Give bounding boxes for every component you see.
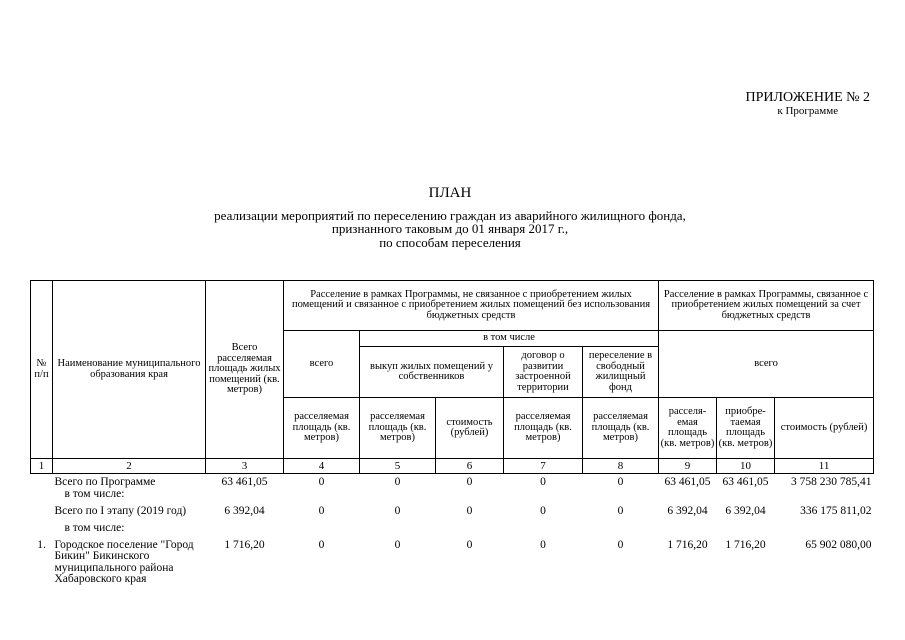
cell-c9: 1 716,20: [667, 538, 708, 551]
cell-name: в том числе:: [64, 521, 125, 534]
header-col4-area: расселяемая площадь (кв. метров): [284, 398, 360, 459]
cell-c5: 0: [394, 476, 401, 488]
header-group-no-budget: Расселение в рамках Программы, не связанное с приобретением жилых помещений и связанное с приобретением жилых помещений без использования бюджетных средств: [284, 281, 659, 331]
col-number: 6: [436, 459, 504, 474]
table-row-including: [31, 489, 874, 506]
header-free-fund: переселение в свободный жилищный фонд: [583, 347, 659, 398]
cell-num: [31, 506, 53, 523]
plan-title: ПЛАН: [428, 185, 472, 201]
cell-c8: 0: [617, 476, 624, 488]
header-col11-cost: стоимость (рублей): [775, 398, 874, 459]
appendix-title: ПРИЛОЖЕНИЕ № 2: [745, 90, 870, 105]
cell-c8: 0: [617, 504, 624, 517]
cell-c8: 0: [617, 538, 624, 551]
cell-c5: 0: [394, 538, 401, 551]
cell-c6: 0: [466, 504, 473, 517]
cell-c11: 336 175 811,02: [800, 504, 872, 517]
cell-c7: 0: [540, 538, 546, 551]
cell-c7: 0: [540, 504, 546, 517]
cell-c6: 0: [466, 476, 473, 488]
plan-subtitle-line-1: реализации мероприятий по переселению граждан из аварийного жилищного фонда,: [214, 207, 686, 223]
col-number: 1: [31, 459, 53, 474]
cell-c10: 63 461,05: [722, 476, 769, 488]
header-name: Наименование муниципального образования края: [53, 281, 206, 459]
header-col10-area: приобре-таемая площадь (кв. метров): [717, 398, 775, 459]
appendix-subtitle: к Программе: [777, 104, 839, 117]
cell-c11: 65 902 080,00: [805, 538, 872, 551]
col-number: 9: [659, 459, 717, 474]
cell-c4: 0: [318, 504, 325, 517]
col-number: 11: [775, 459, 874, 474]
table-row-including: [31, 523, 874, 540]
header-total: всего: [284, 331, 360, 398]
cell-total-area: 1 716,20: [224, 538, 265, 551]
header-total-area: Всего расселяемая площадь жилых помещений (кв. метров): [206, 281, 284, 459]
cell-name: Городское поселение "Город Бикин" Бикинского муниципального района Хабаровского края: [54, 538, 194, 585]
header-col9-area: расселя-емая площадь (кв. метров): [659, 398, 717, 459]
cell-num: 1.: [37, 538, 46, 551]
cell-c4: 0: [318, 476, 325, 488]
header-including: в том числе: [360, 331, 659, 347]
table-header: [31, 281, 874, 474]
cell-c5: 0: [394, 504, 401, 517]
col-number: 7: [504, 459, 583, 474]
resettlement-plan-table: [30, 280, 874, 586]
cell-empty: [206, 489, 874, 506]
cell-total-area: 6 392,04: [224, 504, 265, 517]
header-col5-area: расселяемая площадь (кв. метров): [360, 398, 436, 459]
col-number: 5: [360, 459, 436, 474]
header-buyout: выкуп жилых помещений у собственников: [360, 347, 504, 398]
cell-c6: 0: [466, 538, 473, 551]
col-number: 10: [717, 459, 775, 474]
table-row-bikin: [31, 540, 874, 586]
cell-name: Всего по Программе: [54, 476, 156, 488]
col-number: 3: [206, 459, 284, 474]
cell-num: [31, 474, 53, 489]
col-number: 8: [583, 459, 659, 474]
plan-subtitle-line-2: признанного таковым до 01 января 2017 г.,: [331, 221, 569, 237]
table-row-total-program: [31, 474, 874, 489]
document-heading: [170, 186, 730, 250]
cell-total-area: 63 461,05: [221, 476, 268, 488]
header-group-budget: Расселение в рамках Программы, связанное с приобретением жилых помещений за счет бюджетных средств: [659, 281, 874, 331]
cell-name: Всего по I этапу (2019 год): [54, 504, 187, 517]
cell-c10: 6 392,04: [725, 504, 766, 517]
table-row-stage-1: [31, 506, 874, 523]
cell-c9: 63 461,05: [664, 476, 711, 488]
cell-c7: 0: [540, 476, 546, 488]
header-col8-area: расселяемая площадь (кв. метров): [583, 398, 659, 459]
col-number: 2: [53, 459, 206, 474]
table-body: [31, 474, 874, 586]
cell-c9: 6 392,04: [667, 504, 708, 517]
cell-c11: 3 758 230 785,41: [791, 476, 872, 488]
plan-subtitle-line-3: по способам переселения: [379, 235, 521, 251]
header-dev-contract: договор о развитии застроенной территории: [504, 347, 583, 398]
header-col7-area: расселяемая площадь (кв. метров): [504, 398, 583, 459]
cell-num: [31, 523, 53, 540]
appendix-header: [746, 91, 871, 117]
header-col6-cost: стоимость (рублей): [436, 398, 504, 459]
cell-num: [31, 489, 53, 506]
header-total-budget: всего: [659, 331, 874, 398]
cell-empty: [206, 523, 874, 540]
header-num: № п/п: [31, 281, 53, 459]
col-number: 4: [284, 459, 360, 474]
cell-name: в том числе:: [64, 487, 125, 500]
cell-c4: 0: [318, 538, 325, 551]
cell-c10: 1 716,20: [725, 538, 766, 551]
